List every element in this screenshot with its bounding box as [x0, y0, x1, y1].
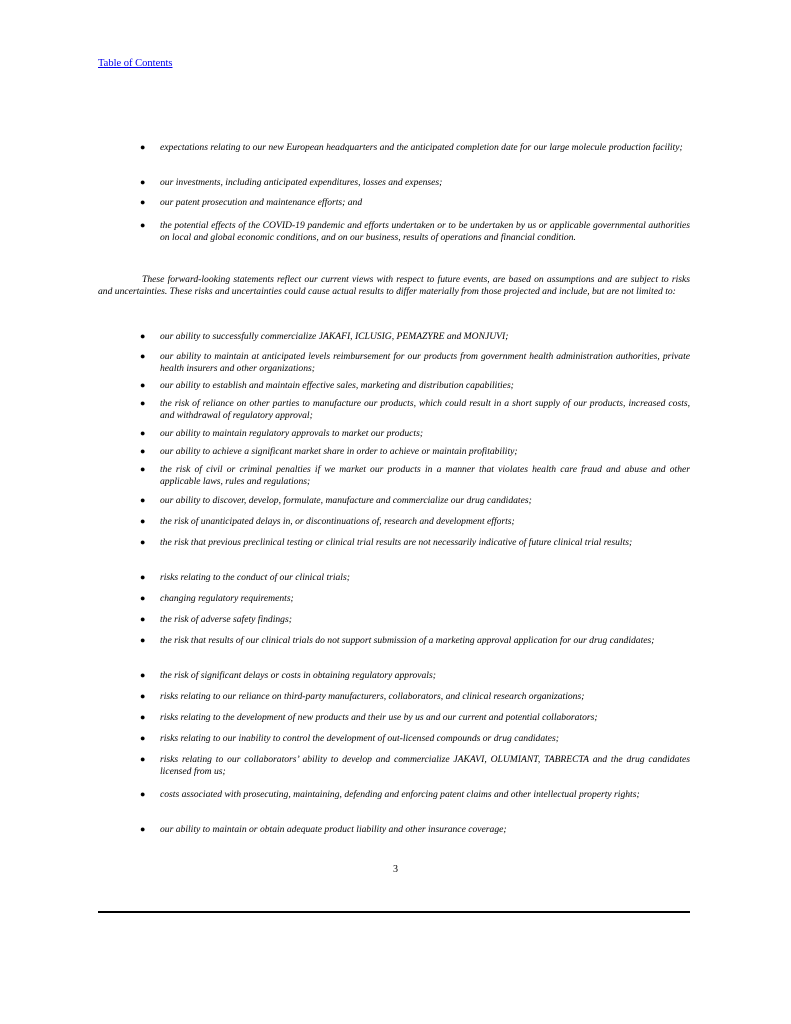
bullet-icon: ● [140, 495, 146, 505]
list-item: ● the risk that previous preclinical testing or clinical trial results are not necessarily indicative of future clinical trial results; [140, 537, 633, 548]
list-item: ● the risk of reliance on other parties to manufacture our products, which could result in a short supply of our products, increased costs, and withdrawal of regulatory approval; [140, 398, 690, 421]
bullet-icon: ● [140, 398, 146, 408]
list-item: ● our ability to maintain or obtain adequate product liability and other insurance coverage; [140, 824, 507, 835]
bullet-icon: ● [140, 464, 146, 474]
list-item: ● our ability to achieve a significant market share in order to achieve or maintain profitability; [140, 446, 518, 457]
list-item: ● risks relating to our inability to control the development of out-licensed compounds or drug candidates; [140, 733, 559, 744]
bullet-icon: ● [140, 712, 146, 722]
table-of-contents-link[interactable]: Table of Contents [98, 58, 173, 69]
bullet-icon: ● [140, 197, 146, 207]
list-item: ● our ability to successfully commercialize JAKAFI, ICLUSIG, PEMAZYRE and MONJUVI; [140, 331, 509, 342]
bullet-icon: ● [140, 446, 146, 456]
list-item: ● risks relating to our collaborators’ ability to develop and commercialize JAKAVI, OLUMIANT, TABRECTA and the drug candidates licensed from us; [140, 754, 690, 777]
bullet-icon: ● [140, 789, 146, 799]
bullet-icon: ● [140, 142, 146, 152]
bullet-icon: ● [140, 635, 146, 645]
bullet-icon: ● [140, 177, 146, 187]
list-item: ● the potential effects of the COVID-19 pandemic and efforts undertaken or to be undertaken by us or applicable governmental authorities on local and global economic conditions, and on our business, results of operations and financial condition. [140, 220, 690, 243]
bullet-icon: ● [140, 351, 146, 361]
list-item: ● changing regulatory requirements; [140, 593, 294, 604]
list-item: ● the risk of significant delays or costs in obtaining regulatory approvals; [140, 670, 436, 681]
list-item: ● our ability to discover, develop, formulate, manufacture and commercialize our drug candidates; [140, 495, 532, 506]
list-item: ● our investments, including anticipated expenditures, losses and expenses; [140, 177, 443, 188]
bullet-icon: ● [140, 428, 146, 438]
page-number: 3 [393, 864, 398, 875]
bullet-icon: ● [140, 537, 146, 547]
bullet-icon: ● [140, 614, 146, 624]
forward-looking-paragraph: These forward-looking statements reflect our current views with respect to future events, are based on assumptions and are subject to risks and uncertainties. These risks and uncertainties could cause actual results to differ materially from those projected and include, but are not limited to: [98, 274, 690, 297]
list-item: ● risks relating to our reliance on third-party manufacturers, collaborators, and clinical research organizations; [140, 691, 585, 702]
footer-divider [98, 911, 690, 913]
list-item: ● risks relating to the development of new products and their use by us and our current and potential collaborators; [140, 712, 598, 723]
bullet-icon: ● [140, 733, 146, 743]
bullet-icon: ● [140, 380, 146, 390]
list-item: ● risks relating to the conduct of our clinical trials; [140, 572, 350, 583]
bullet-icon: ● [140, 572, 146, 582]
list-item: ● our patent prosecution and maintenance efforts; and [140, 197, 363, 208]
list-item: ● expectations relating to our new European headquarters and the anticipated completion date for our large molecule production facility; [140, 142, 683, 153]
list-item: ● the risk of unanticipated delays in, or discontinuations of, research and development efforts; [140, 516, 515, 527]
bullet-icon: ● [140, 593, 146, 603]
bullet-icon: ● [140, 754, 146, 764]
list-item: ● our ability to establish and maintain effective sales, marketing and distribution capabilities; [140, 380, 514, 391]
bullet-icon: ● [140, 691, 146, 701]
list-item: ● the risk that results of our clinical trials do not support submission of a marketing approval application for our drug candidates; [140, 635, 655, 646]
list-item: ● our ability to maintain regulatory approvals to market our products; [140, 428, 424, 439]
bullet-icon: ● [140, 331, 146, 341]
list-item: ● our ability to maintain at anticipated levels reimbursement for our products from government health administration authorities, private health insurers and other organizations; [140, 351, 690, 374]
bullet-icon: ● [140, 670, 146, 680]
list-item: ● the risk of adverse safety findings; [140, 614, 292, 625]
bullet-icon: ● [140, 220, 146, 230]
bullet-icon: ● [140, 824, 146, 834]
bullet-icon: ● [140, 516, 146, 526]
list-item: ● the risk of civil or criminal penalties if we market our products in a manner that violates health care fraud and abuse and other applicable laws, rules and regulations; [140, 464, 690, 487]
list-item: ● costs associated with prosecuting, maintaining, defending and enforcing patent claims and other intellectual property rights; [140, 789, 640, 800]
